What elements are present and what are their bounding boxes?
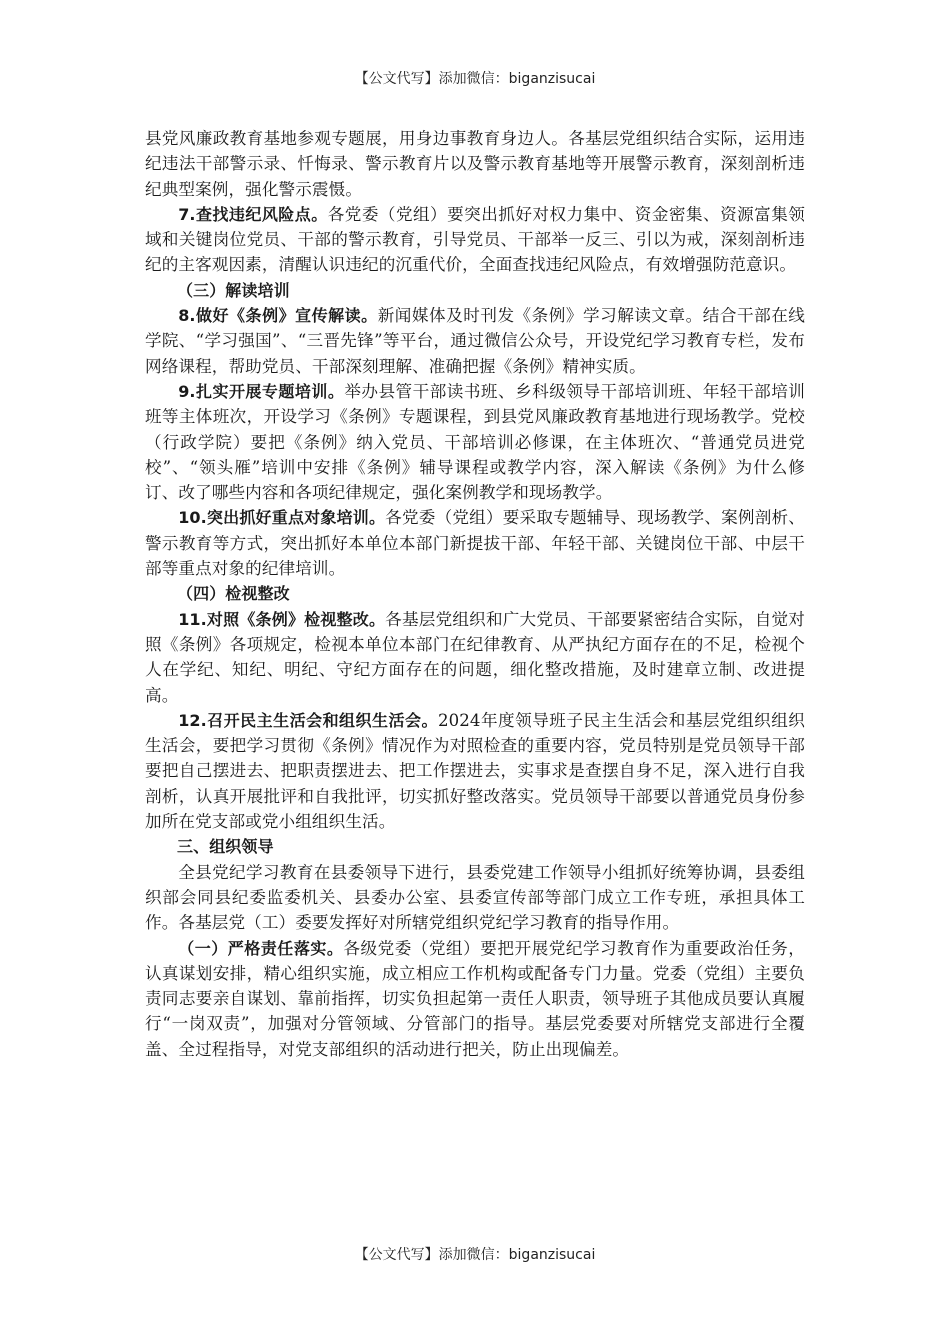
paragraph-item-12: [145, 708, 805, 834]
document-body: [145, 126, 805, 1062]
page-footer: 【公文代写】添加微信：biganzisucai: [354, 1247, 596, 1263]
item-9-text: 举办县管干部读书班、乡科级领导干部培训班、年轻干部培训班等主体班次，开设学习《条例》专题课程，到县党风廉政教育基地进行现场教学。党校（行政学院）要把《条例》纳入党员、干部培训必修课，在主体班次、“普通党员进党校”、“领头雁”培训中安排《条例》辅导课程或教学内容，深入解读《条例》为什么修订、改了哪些内容和各项纪律规定，强化案例教学和现场教学。: [145, 381, 805, 503]
paragraph-item-11: [145, 607, 805, 708]
paragraph-item-9: [145, 379, 805, 505]
item-12-text: 2024年度领导班子民主生活会和基层党组织组织生活会，要把学习贯彻《条例》情况作为对照检查的重要内容，党员特别是党员领导干部要把自己摆进去、把职责摆进去、把工作摆进去，实事求是查摆自身不足，深入进行自我剖析，认真开展批评和自我批评，切实抓好整改落实。党员领导干部要以普通党员身份参加所在党支部或党小组组织生活。: [145, 710, 806, 832]
responsibility-lead: （一）严格责任落实。: [178, 938, 344, 958]
paragraph-item-8: [145, 303, 805, 379]
paragraph-item-10: [145, 505, 805, 581]
page-header: 【公文代写】添加微信：biganzisucai: [354, 71, 596, 87]
item-12-lead: 12.召开民主生活会和组织生活会。: [178, 710, 438, 730]
item-7-text: 各党委（党组）要突出抓好对权力集中、资金密集、资源富集领域和关键岗位党员、干部的警示教育，引导党员、干部举一反三、引以为戒，深刻剖析违纪的主客观因素，清醒认识违纪的沉重代价，全面查找违纪风险点，有效增强防范意识。: [145, 204, 805, 275]
item-11-lead: 11.对照《条例》检视整改。: [178, 609, 386, 629]
item-7-lead: 7.查找违纪风险点。: [178, 204, 328, 224]
item-9-lead: 9.扎实开展专题培训。: [178, 381, 345, 401]
section-heading-organizational-leadership: 三、组织领导: [177, 837, 274, 857]
item-10-text: 各党委（党组）要采取专题辅导、现场教学、案例剖析、警示教育等方式，突出抓好本单位本部门新提拔干部、年轻干部、关键岗位干部、中层干部等重点对象的纪律培训。: [145, 508, 805, 579]
section-heading-inspection-rectification: （四）检视整改: [177, 584, 290, 604]
item-8-lead: 8.做好《条例》宣传解读。: [178, 306, 378, 326]
responsibility-text: 各级党委（党组）要把开展党纪学习教育作为重要政治任务，认真谋划安排，精心组织实施，成立相应工作机构或配备专门力量。党委（党组）主要负责同志要亲自谋划、靠前指挥，切实负担起第一责任人职责，领导班子其他成员要认真履行“一岗双责”，加强对分管领域、分管部门的指导。基层党委要对所辖党支部进行全覆盖、全过程指导，对党支部组织的活动进行把关，防止出现偏差。: [145, 938, 805, 1059]
item-10-lead: 10.突出抓好重点对象培训。: [178, 508, 386, 528]
item-8-text: 新闻媒体及时刊发《条例》学习解读文章。结合干部在线学院、“学习强国”、“三晋先锋”等平台，通过微信公众号，开设党纪学习教育专栏，发布网络课程，帮助党员、干部深刻理解、准确把握《条例》精神实质。: [145, 306, 805, 376]
paragraph-responsibility: [145, 936, 805, 1062]
section-heading-interpretation-training: （三）解读培训: [177, 280, 290, 300]
item-11-text: 各基层党组织和广大党员、干部要紧密结合实际，自觉对照《条例》各项规定，检视本单位本部门在纪律教育、从严执纪方面存在的不足，检视个人在学纪、知纪、明纪、守纪方面存在的问题，细化整改措施，及时建章立制、改进提高。: [145, 609, 805, 705]
paragraph-leadership-overview: 全县党纪学习教育在县委领导下进行，县委党建工作领导小组抓好统筹协调，县委组织部会同县纪委监委机关、县委办公室、县委宣传部等部门成立工作专班，承担具体工作。各基层党（工）委要发挥好对所辖党组织党纪学习教育的指导作用。: [145, 862, 805, 933]
paragraph-warning-education: 县党风廉政教育基地参观专题展，用身边事教育身边人。各基层党组织结合实际，运用违纪违法干部警示录、忏悔录、警示教育片以及警示教育基地等开展警示教育，深刻剖析违纪典型案例，强化警示震慑。: [145, 129, 805, 199]
paragraph-item-7: [145, 202, 805, 278]
